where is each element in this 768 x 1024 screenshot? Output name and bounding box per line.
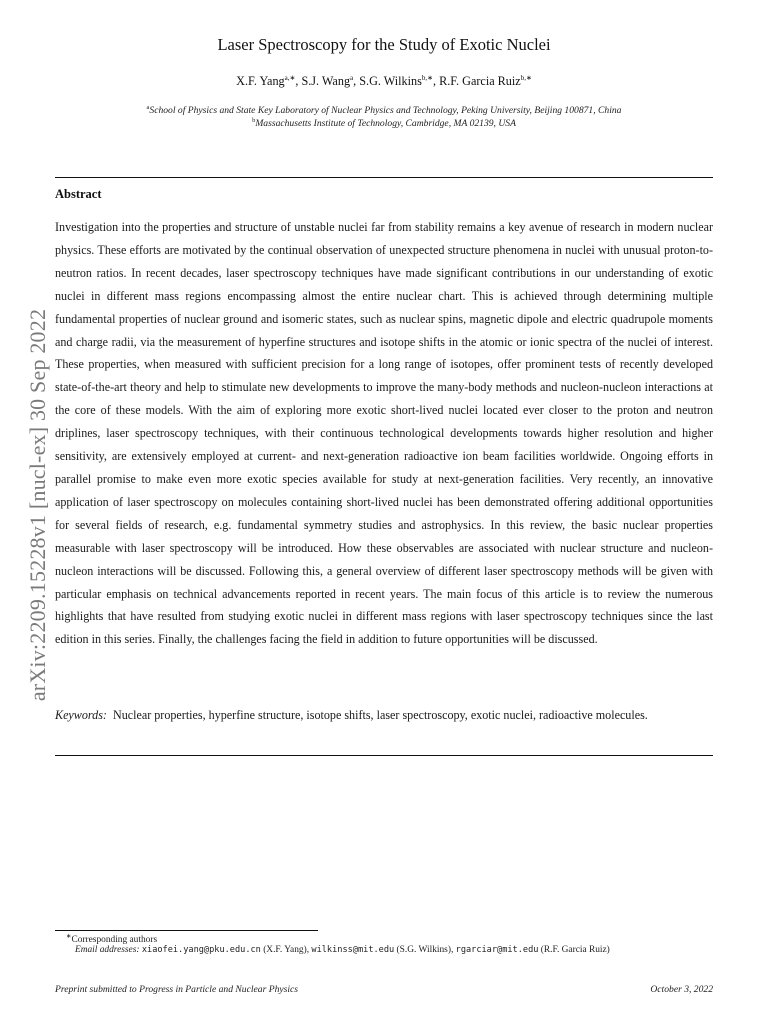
author-affiliation-mark: a,∗ bbox=[284, 74, 296, 82]
preprint-note: Preprint submitted to Progress in Particle and Nuclear Physics bbox=[55, 984, 299, 995]
footnote-mark: ∗ bbox=[66, 933, 72, 940]
corresponding-authors-text: Corresponding authors bbox=[71, 935, 158, 946]
author-name: R.F. Garcia Ruiz bbox=[439, 74, 521, 89]
keywords-label: Keywords: bbox=[55, 708, 107, 722]
abstract-body: Investigation into the properties and structure of unstable nuclei far from stability remains a key avenue of research in modern nuclear physics. These efforts are motivated by the continual observation of unexpected structure phenomena in nuclei with unusual proton-to-neutron ratios. In recent decades, laser spectroscopy techniques have made significant contributions in our understanding of exotic nuclei in different mass regions encompassing almost the entire nuclear chart. This is achieved through determining multiple fundamental properties of nuclear ground and isomeric states, such as nuclear spins, magnetic dipole and electric quadrupole moments and charge radii, via the measurement of hyperfine structures and isotope shifts in the atomic or ionic spectra of the nuclei of interest. These properties, when measured with sufficient precision for a long range of isotopes, offer prominent tests of recently developed state-of-the-art theory and help to stimulate new developments to improve the many-body methods and nucleon-nucleon interactions at the core of these models. With the aim of exploring more exotic short-lived nuclei located ever closer to the proton and neutron driplines, laser spectroscopy techniques, with their continuous technological developments towards higher resolution and higher sensitivity, are extensively employed at current- and next-generation radioactive ion beam facilities worldwide. Ongoing efforts in parallel promise to make even more exotic species available for study at next-generation facilities. Very recently, an innovative application of laser spectroscopy on molecules containing short-lived nuclei has been demonstrated offering additional opportunities for several fields of research, e.g. fundamental symmetry studies and astrophysics. In this review, the basic nuclear properties measurable with laser spectroscopy will be introduced. How these observables are associated with nuclear structure and nucleon-nucleon interactions will be discussed. Following this, a general overview of different laser spectroscopy methods will be given with particular emphasis on technical advancements reported in recent years. The main focus of this article is to review the numerous highlights that have resulted from studying exotic nuclei in different mass regions with laser spectroscopy techniques since the last edition in this series. Finally, the challenges facing the field in addition to future opportunities will be discussed. bbox=[55, 220, 713, 647]
email-owner: (R.F. Garcia Ruiz) bbox=[540, 945, 610, 955]
arxiv-identifier-stamp[interactable]: arXiv:2209.15228v1 [nucl-ex] 30 Sep 2022 bbox=[25, 308, 50, 702]
keywords-text: Nuclear properties, hyperfine structure, isotope shifts, laser spectroscopy, exotic nuclei, radioactive molecules. bbox=[112, 708, 648, 722]
email-owner: (X.F. Yang), bbox=[263, 945, 310, 955]
submission-date: October 3, 2022 bbox=[650, 984, 713, 995]
email-link[interactable]: wilkinss@mit.edu bbox=[311, 945, 395, 955]
email-addresses-footnote bbox=[75, 945, 755, 955]
affiliation-mark: a bbox=[146, 104, 150, 111]
corresponding-authors-footnote bbox=[66, 932, 746, 945]
footnote-rule bbox=[55, 930, 318, 931]
email-label: Email addresses: bbox=[75, 945, 140, 955]
author-affiliation-mark: b,∗ bbox=[520, 74, 532, 82]
author-name: X.F. Yang bbox=[236, 74, 285, 89]
affiliation-text: Massachusetts Institute of Technology, Cambridge, MA 02139, USA bbox=[255, 118, 516, 130]
abstract-bottom-rule bbox=[55, 755, 713, 756]
email-owner: (S.G. Wilkins), bbox=[396, 945, 454, 955]
paper-title: Laser Spectroscopy for the Study of Exotic Nuclei bbox=[217, 35, 551, 54]
affiliation-b bbox=[55, 117, 713, 129]
affiliation-text: School of Physics and State Key Laboratory of Nuclear Physics and Technology, Peking University, Beijing 100871, China bbox=[149, 105, 622, 117]
author-affiliation-mark: a bbox=[350, 74, 354, 82]
email-link[interactable]: rgarciar@mit.edu bbox=[455, 945, 539, 955]
abstract-heading: Abstract bbox=[55, 187, 102, 201]
affiliation-a bbox=[55, 104, 713, 116]
author-name: S.J. Wang bbox=[301, 74, 351, 89]
author-affiliation-mark: b,∗ bbox=[421, 74, 433, 82]
abstract-top-rule bbox=[55, 177, 713, 178]
affiliation-mark: b bbox=[252, 117, 256, 124]
keywords-line bbox=[55, 704, 713, 727]
author-name: S.G. Wilkins bbox=[359, 74, 422, 89]
author-list: X.F. Yang$^{a,∗}$, S.J. Wang$^a$, S.G. Wilkins$^{b,∗}$, R.F. Garcia Ruiz$^{b,∗}$ bbox=[236, 74, 532, 89]
email-link[interactable]: xiaofei.yang@pku.edu.cn bbox=[141, 945, 261, 955]
